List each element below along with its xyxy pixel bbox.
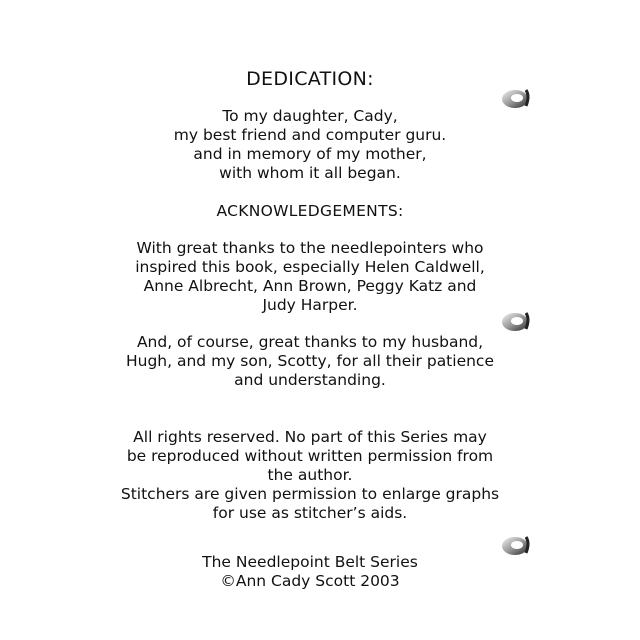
dedication-heading: DEDICATION: [246,68,374,90]
acknowledgements-line: Hugh, and my son, Scotty, for all their patience [125,352,494,370]
binder-ring-icon [500,84,530,114]
acknowledgements-heading: ACKNOWLEDGEMENTS: [216,202,404,220]
dedication-line: my best friend and computer guru. [173,126,447,144]
series-title: The Needlepoint Belt Series [202,553,418,571]
rights-line: the author. [267,466,353,484]
rights-line: for use as stitcher’s aids. [212,504,408,522]
rights-line: All rights reserved. No part of this Series may [133,428,487,446]
copyright-notice: ©Ann Cady Scott 2003 [220,572,400,590]
acknowledgements-line: and understanding. [234,371,386,389]
dedication-line: To my daughter, Cady, [222,107,398,125]
rights-line: Stitchers are given permission to enlarge graphs [120,485,500,503]
binder-ring-icon [500,307,530,337]
acknowledgements-line: Anne Albrecht, Ann Brown, Peggy Katz and [143,277,477,295]
acknowledgements-line: And, of course, great thanks to my husband, [136,333,484,351]
acknowledgements-line: inspired this book, especially Helen Caldwell, [135,258,485,276]
acknowledgements-line: With great thanks to the needlepointers who [136,239,484,257]
binder-ring-icon [500,531,530,561]
rights-line: be reproduced without written permission from [126,447,494,465]
dedication-line: and in memory of my mother, [193,145,427,163]
dedication-line: with whom it all began. [219,164,401,182]
acknowledgements-line: Judy Harper. [262,296,358,314]
